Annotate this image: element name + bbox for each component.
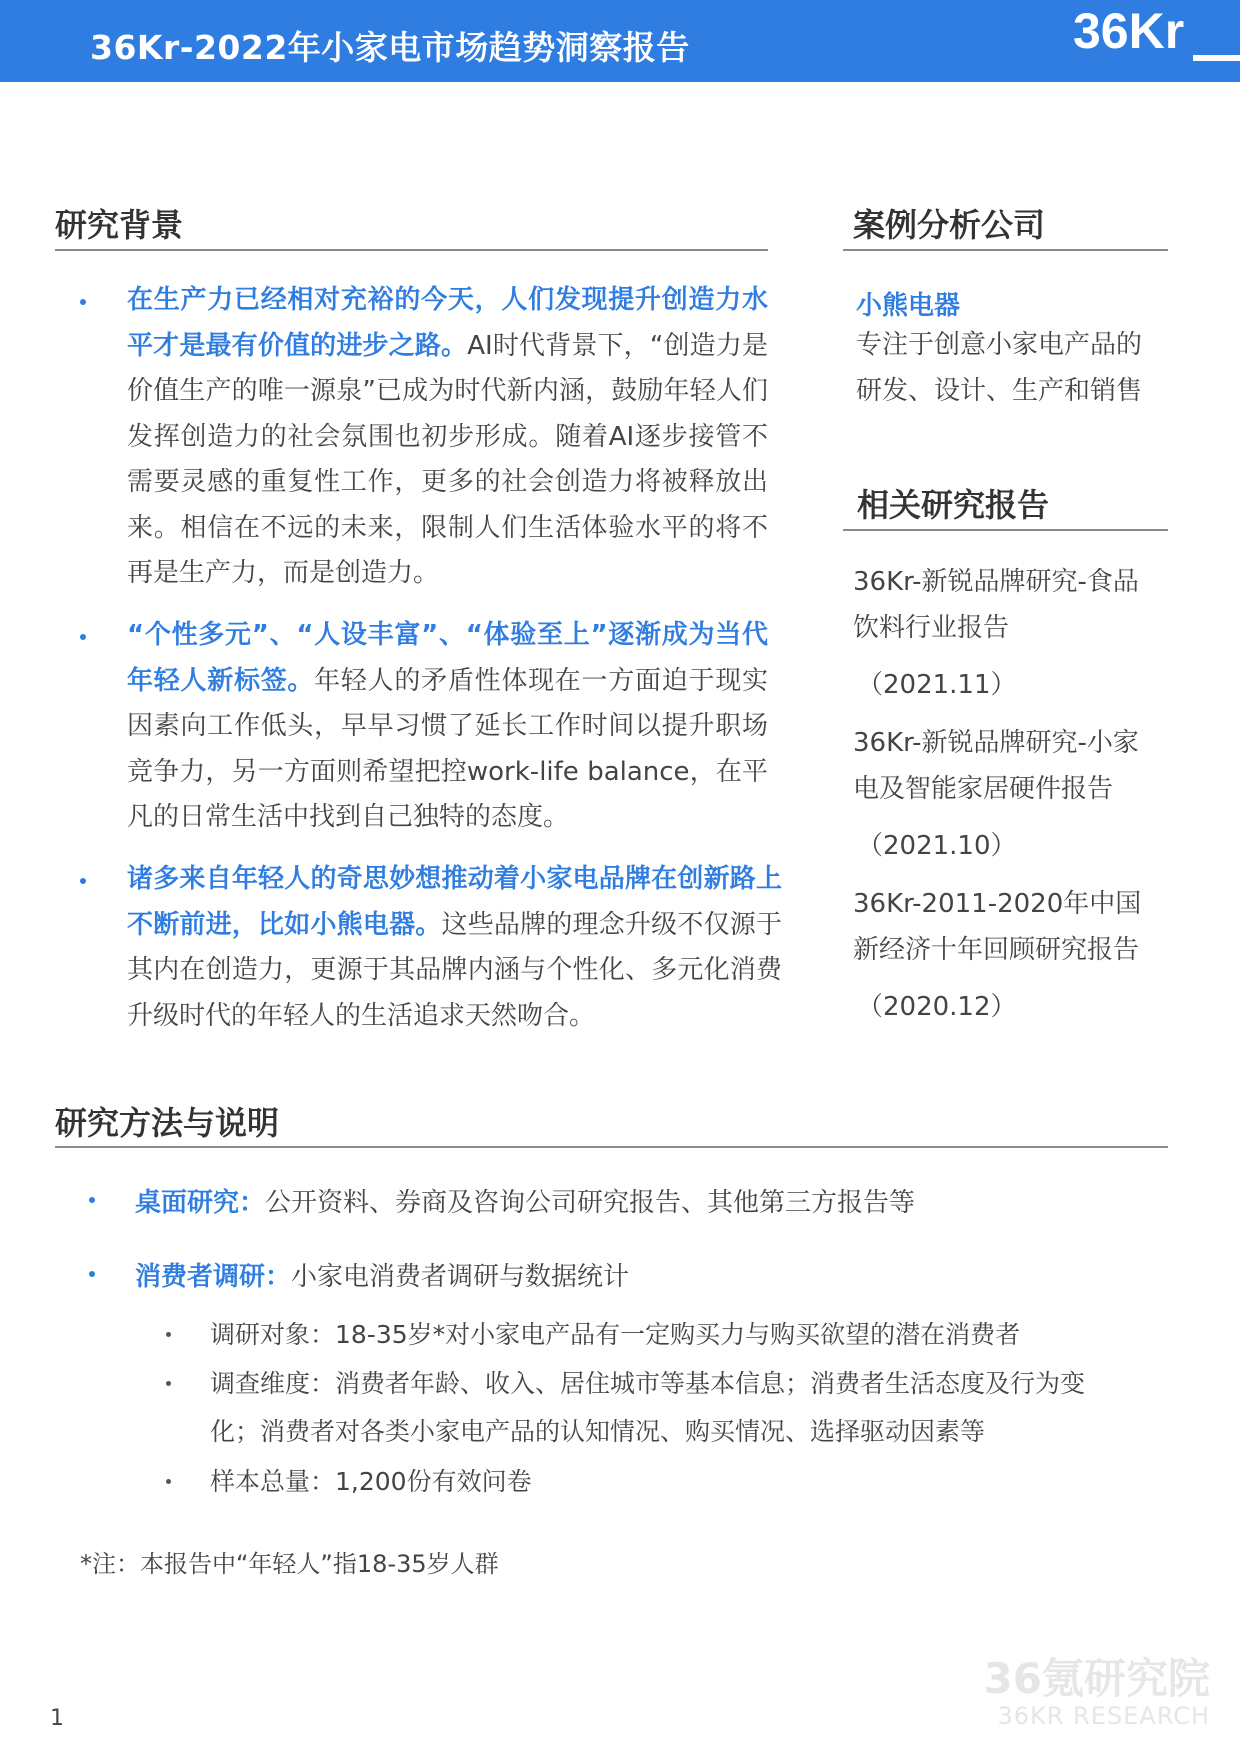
report-title-line1: 36Kr-2011-2020年中国 bbox=[853, 889, 1142, 919]
bullet-highlight: “个性多元”、“人设丰富”、“体验至上”逐渐成为当代年轻人新标签。 bbox=[127, 620, 768, 696]
bullet-paragraph bbox=[127, 613, 768, 841]
bullet-dot bbox=[80, 299, 86, 305]
case-company-desc-line1: 专注于创意小家电产品的 bbox=[856, 330, 1143, 360]
report-title-line1: 36Kr-新锐品牌研究-小家 bbox=[853, 728, 1139, 758]
bullet-paragraph bbox=[127, 857, 782, 1039]
watermark-logo: 36氪研究院 bbox=[983, 1654, 1210, 1703]
bullet-dot bbox=[89, 1197, 95, 1203]
sub-bullet-dot bbox=[166, 1332, 171, 1337]
bullet-body: AI时代背景下，“创造力是价值生产的唯一源泉”已成为时代新内涵，鼓励年轻人们发挥创造力的社会氛围也初步形成。随着AI逐步接管不需要灵感的重复性工作，更多的社会创造力将被释放出来。相信在不远的未来，限制人们生活体验水平的将不再是生产力，而是创造力。 bbox=[127, 330, 768, 588]
bullet-dot bbox=[80, 878, 86, 884]
survey-detail-text: 样本总量：1,200份有效问卷 bbox=[210, 1467, 532, 1496]
report-date: （2021.10） bbox=[857, 831, 1017, 861]
watermark-subtitle: 36KR RESEARCH bbox=[997, 1702, 1210, 1730]
page-number: 1 bbox=[50, 1706, 64, 1731]
section-heading-related-reports: 相关研究报告 bbox=[857, 486, 1050, 524]
section-heading-methods: 研究方法与说明 bbox=[55, 1104, 280, 1142]
footnote: *注：本报告中“年轻人”指18-35岁人群 bbox=[80, 1550, 499, 1578]
method-text: 公开资料、券商及咨询公司研究报告、其他第三方报告等 bbox=[265, 1188, 916, 1218]
bullet-dot bbox=[80, 634, 86, 640]
method-label: 桌面研究： bbox=[135, 1188, 266, 1218]
section-heading-case-company: 案例分析公司 bbox=[853, 206, 1046, 244]
section-divider bbox=[55, 249, 768, 251]
survey-detail-text: 调查维度：消费者年龄、收入、居住城市等基本信息；消费者生活态度及行为变化；消费者对各类小家电产品的认知情况、购买情况、选择驱动因素等 bbox=[210, 1369, 1086, 1446]
bullet-dot bbox=[89, 1271, 95, 1277]
method-line bbox=[135, 1182, 915, 1219]
sub-bullet-dot bbox=[166, 1381, 171, 1386]
section-divider bbox=[843, 249, 1168, 251]
report-title-line1: 36Kr-新锐品牌研究-食品 bbox=[853, 567, 1139, 597]
report-title-line2: 新经济十年回顾研究报告 bbox=[853, 935, 1140, 965]
case-company-name: 小熊电器 bbox=[856, 291, 961, 321]
survey-detail-text: 调研对象：18-35岁*对小家电产品有一定购买力与购买欲望的潜在消费者 bbox=[210, 1320, 1021, 1349]
report-title-line2: 饮料行业报告 bbox=[853, 613, 1010, 643]
report-title-line2: 电及智能家居硬件报告 bbox=[853, 774, 1114, 804]
sub-bullet-dot bbox=[166, 1479, 171, 1484]
method-text: 小家电消费者调研与数据统计 bbox=[291, 1262, 630, 1292]
36kr-logo bbox=[1065, 0, 1240, 82]
bullet-paragraph bbox=[127, 278, 768, 597]
report-date: （2020.12） bbox=[857, 992, 1017, 1022]
method-line bbox=[135, 1256, 629, 1293]
bullet-body: 年轻人的矛盾性体现在一方面迫于现实因素向工作低头，早早习惯了延长工作时间以提升职场竞争力，另一方面则希望把控work-life balance，在平凡的日常生活中找到自己独特的态度。 bbox=[127, 665, 768, 832]
bullet-highlight: 在生产力已经相对充裕的今天，人们发现提升创造力水平才是最有价值的进步之路。 bbox=[127, 285, 768, 361]
section-divider bbox=[55, 1146, 1168, 1148]
section-divider bbox=[843, 529, 1168, 531]
bullet-body: 这些品牌的理念升级不仅源于其内在创造力，更源于其品牌内涵与个性化、多元化消费升级时代的年轻人的生活追求天然吻合。 bbox=[127, 909, 782, 1031]
report-date: （2021.11） bbox=[857, 670, 1017, 700]
section-heading-background: 研究背景 bbox=[55, 206, 184, 244]
logo-accent-bar bbox=[1193, 55, 1240, 61]
bullet-highlight: 诸多来自年轻人的奇思妙想推动着小家电品牌在创新路上不断前进，比如小熊电器。 bbox=[127, 864, 782, 940]
case-company-desc-line2: 研发、设计、生产和销售 bbox=[856, 376, 1143, 406]
report-title: 36Kr-2022年小家电市场趋势洞察报告 bbox=[90, 28, 690, 67]
logo-text: 36Kr bbox=[1073, 3, 1185, 59]
method-label: 消费者调研： bbox=[135, 1262, 292, 1292]
